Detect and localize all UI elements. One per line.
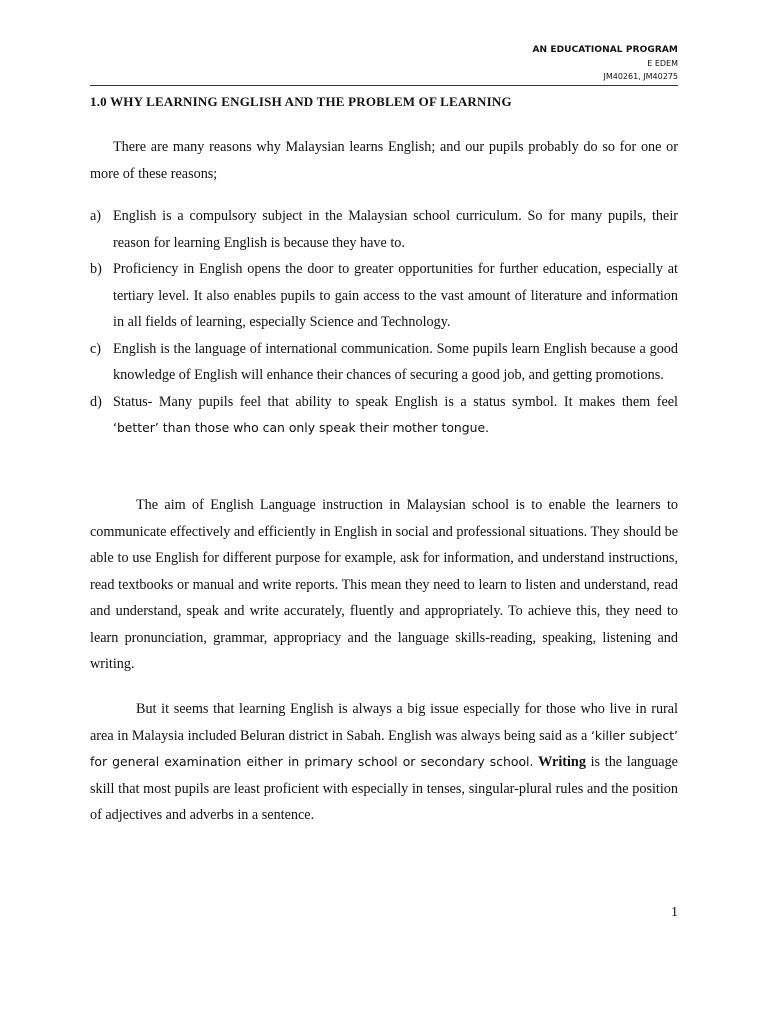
issue-text-3: is the language skill that most pupils are least proficient with especially in tenses, singular-plural rules and the position of adjectives and adverbs in a sentence.	[90, 754, 678, 823]
list-item-text-sans: ‘better’ than those who can only speak their mother tongue.	[113, 420, 490, 435]
list-marker: a)	[90, 208, 102, 224]
list-marker: b)	[90, 261, 102, 277]
header-program: AN EDUCATIONAL PROGRAM	[532, 45, 678, 55]
page-header	[532, 44, 678, 83]
list-item-text: Proficiency in English opens the door to greater opportunities for further education, especially at tertiary level. It also enables pupils to gain access to the vast amount of literature and information in all fields of learning, especially Science and Technology.	[113, 261, 678, 330]
aim-paragraph: The aim of English Language instruction in Malaysian school is to enable the learners to communicate effectively and efficiently in English in social and professional situations. They should be able to use English for different purpose for example, ask for information, and understand instructions, read textbooks or manual and write reports. This mean they need to learn to listen and understand, read and understand, speak and write accurately, fluently and appropriately. To achieve this, they need to learn pronunciation, grammar, appropriacy and the language skills-reading, speaking, listening and writing.	[90, 497, 678, 672]
list-marker: c)	[90, 340, 102, 357]
header-rule	[90, 85, 678, 86]
header-code: E EDEM	[647, 59, 678, 68]
list-item-text: Status- Many pupils feel that ability to speak English is a status symbol. It makes them feel	[113, 393, 678, 410]
list-item	[90, 389, 678, 442]
list-item-text: English is the language of international communication. Some pupils learn English because a good knowledge of English will enhance their chances of securing a good job, and getting promotions.	[113, 340, 678, 383]
list-marker: d)	[90, 393, 102, 410]
header-ids: JM40261, JM40275	[603, 72, 678, 81]
issue-text-sans: ‘killer subject’ for general examination either in primary school or secondary school.	[90, 727, 678, 769]
page-number: 1	[671, 905, 678, 920]
list-item	[90, 256, 678, 336]
reasons-list	[90, 203, 678, 442]
list-item	[90, 203, 678, 256]
section-heading: 1.0 WHY LEARNING ENGLISH AND THE PROBLEM OF LEARNING	[90, 94, 512, 109]
issue-bold-writing: Writing	[538, 754, 586, 770]
list-item	[90, 336, 678, 389]
list-item-text: English is a compulsory subject in the Malaysian school curriculum. So for many pupils, their reason for learning English is because they have to.	[113, 208, 678, 251]
issue-paragraph	[90, 696, 678, 829]
intro-paragraph: There are many reasons why Malaysian learns English; and our pupils probably do so for one or more of these reasons;	[90, 139, 678, 182]
issue-text-1: But it seems that learning English is always a big issue especially for those who live in rural area in Malaysia included Beluran district in Sabah. English was always being said as a	[90, 701, 678, 744]
